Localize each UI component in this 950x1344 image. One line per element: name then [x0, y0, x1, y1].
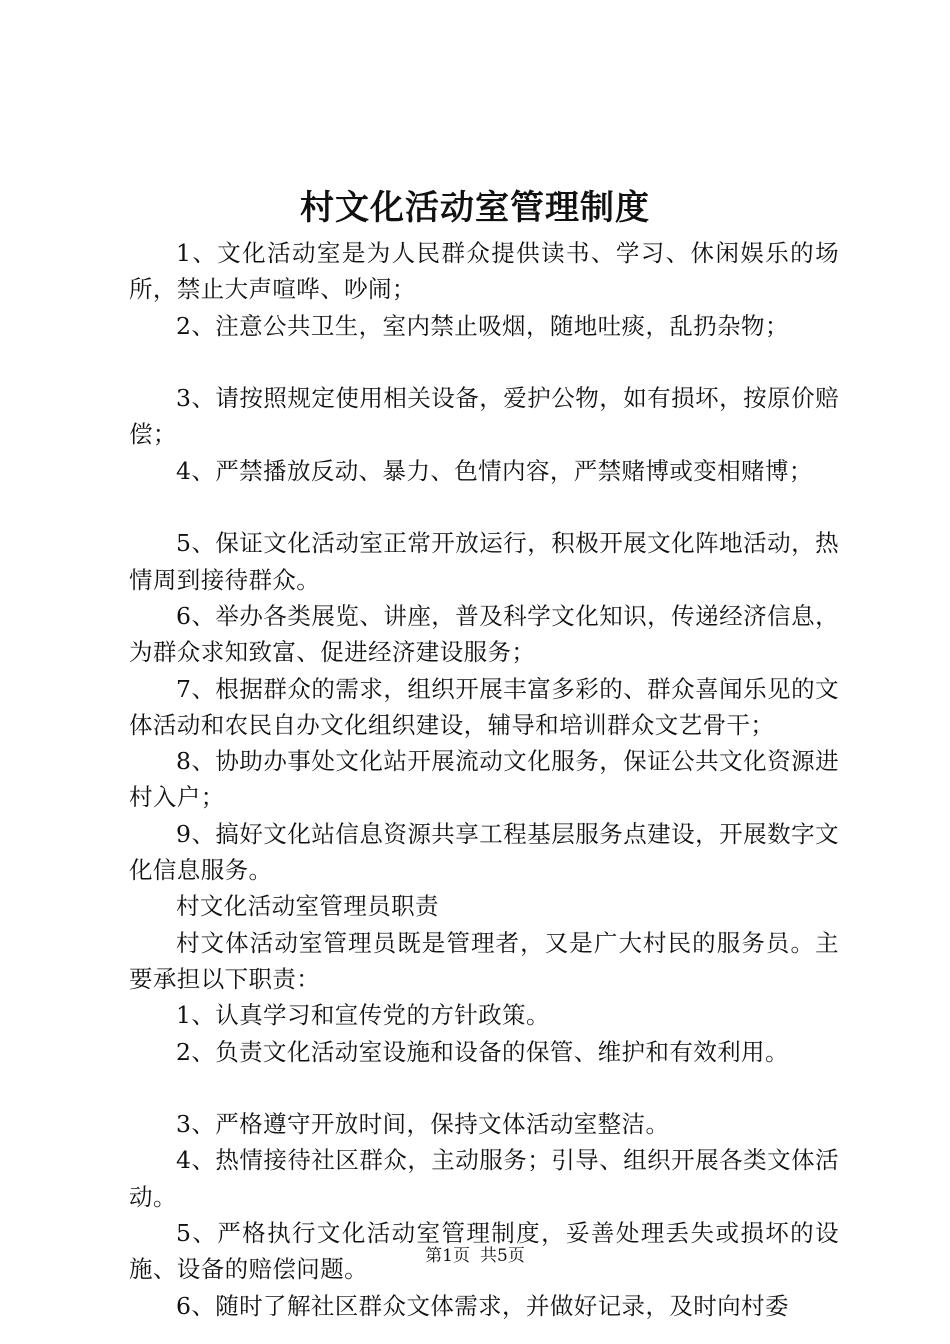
paragraph-duty-3: 3、严格遵守开放时间，保持文体活动室整洁。 — [176, 1110, 670, 1139]
paragraph-rule-7: 7、根据群众的需求，组织开展丰富多彩的、群众喜闻乐见的文体活动和农民自办文化组织建设，辅导和培训群众文艺骨干； — [129, 674, 839, 739]
blank-line — [129, 1070, 839, 1106]
page-number: 第1页 — [425, 1246, 470, 1266]
paragraph-rule-9: 9、搞好文化站信息资源共享工程基层服务点建设，开展数字文化信息服务。 — [129, 819, 839, 885]
document-body — [129, 235, 839, 1324]
blank-line — [129, 489, 839, 525]
paragraph-duty-4: 4、热情接待社区群众，主动服务；引导、组织开展各类文体活动。 — [129, 1146, 839, 1211]
paragraph-duty-2: 2、负责文化活动室设施和设备的保管、维护和有效利用。 — [176, 1037, 789, 1066]
paragraph-rule-3: 3、请按照规定使用相关设备，爱护公物，如有损坏，按原价赔偿； — [129, 384, 839, 449]
paragraph-rule-2: 2、注意公共卫生，室内禁止吸烟，随地吐痰，乱扔杂物； — [176, 311, 789, 340]
page-total: 共5页 — [480, 1246, 525, 1266]
blank-line — [129, 344, 839, 380]
section-heading-manager-duties: 村文化活动室管理员职责 — [176, 892, 439, 921]
paragraph-rule-5: 5、保证文化活动室正常开放运行，积极开展文化阵地活动，热情周到接待群众。 — [129, 529, 839, 594]
paragraph-duty-5: 5、严格执行文化活动室管理制度，妥善处理丢失或损坏的设施、设备的赔偿问题。 — [129, 1219, 839, 1284]
page-footer — [0, 1245, 950, 1267]
paragraph-rule-1: 1、文化活动室是为人民群众提供读书、学习、休闲娱乐的场所，禁止大声喧哗、吵闹； — [129, 239, 839, 304]
paragraph-rule-8: 8、协助办事处文化站开展流动文化服务，保证公共文化资源进村入户； — [129, 747, 839, 812]
paragraph-rule-4: 4、严禁播放反动、暴力、色情内容，严禁赌博或变相赌博； — [176, 456, 813, 485]
paragraph-duty-1: 1、认真学习和宣传党的方针政策。 — [176, 1001, 550, 1030]
document-title: 村文化活动室管理制度 — [300, 188, 650, 228]
paragraph-duty-6: 6、随时了解社区群众文体需求，并做好记录，及时向村委 — [176, 1291, 789, 1320]
paragraph-rule-6: 6、举办各类展览、讲座，普及科学文化知识，传递经济信息，为群众求知致富、促进经济建设服务； — [129, 601, 839, 667]
paragraph-duties-intro: 村文体活动室管理员既是管理者，又是广大村民的服务员。主要承担以下职责： — [129, 928, 839, 993]
